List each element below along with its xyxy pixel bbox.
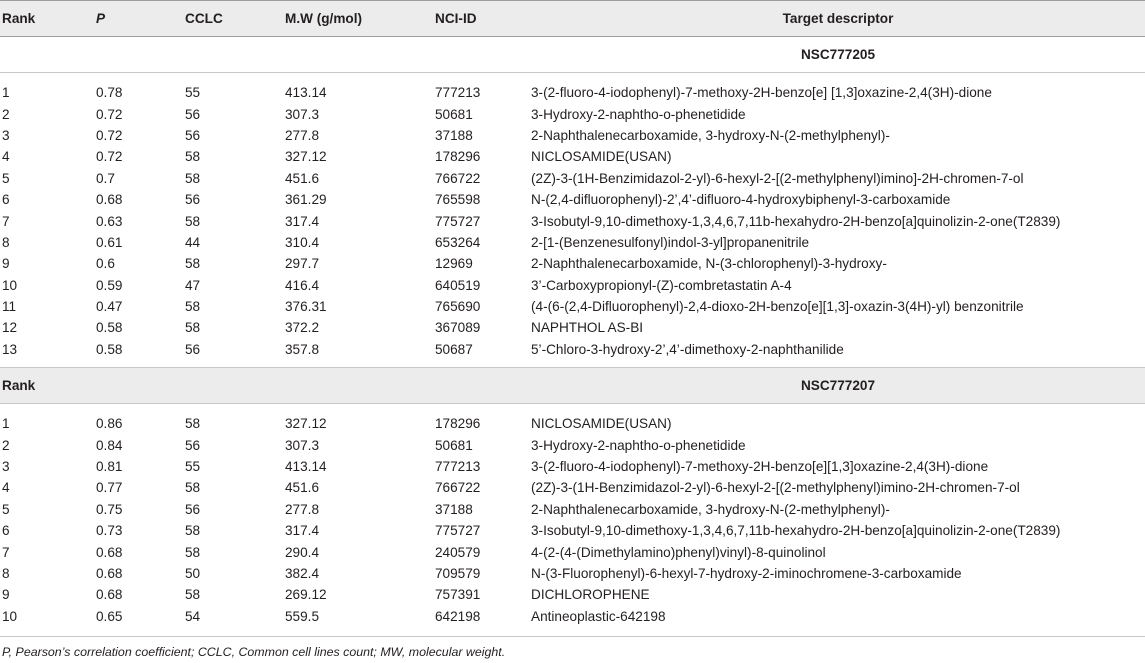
cell-p: 0.81 — [96, 459, 123, 475]
cell-nci-id: 50681 — [435, 437, 473, 453]
cell-mw: 357.8 — [285, 341, 320, 357]
table-row — [0, 413, 1145, 434]
cell-rank: 9 — [2, 256, 10, 272]
cell-cclc: 58 — [185, 256, 201, 272]
cell-cclc: 56 — [185, 106, 201, 122]
cell-target-descriptor: N-(2,4-difluorophenyl)-2’,4’-difluoro-4-hydroxybiphenyl-3-carboxamide — [531, 192, 951, 208]
section-rank-label: Rank — [0, 368, 96, 404]
cell-cclc: 58 — [185, 170, 201, 186]
cell-cclc: 55 — [185, 459, 201, 475]
cell-p: 0.84 — [96, 437, 123, 453]
section-title: NSC777205 — [531, 37, 1145, 73]
table-row — [0, 584, 1145, 605]
cell-mw: 317.4 — [285, 213, 320, 229]
cell-p: 0.68 — [96, 566, 123, 581]
table-row — [0, 339, 1145, 360]
table-row — [0, 210, 1145, 231]
header-row — [0, 1, 1145, 37]
cell-target-descriptor: NAPHTHOL AS-BI — [531, 320, 644, 336]
header-rank: Rank — [0, 1, 96, 37]
cell-mw: 290.4 — [285, 544, 320, 560]
table-row — [0, 168, 1145, 189]
cell-cclc: 50 — [185, 566, 201, 581]
cell-cclc: 58 — [185, 544, 201, 560]
section-title: NSC777207 — [531, 368, 1145, 404]
spacer — [0, 360, 1145, 368]
cell-target-descriptor: 2-Naphthalenecarboxamide, 3-hydroxy-N-(2-methylphenyl)- — [531, 127, 890, 143]
cell-mw: 416.4 — [285, 277, 320, 293]
cell-mw: 297.7 — [285, 256, 320, 272]
cell-nci-id: 757391 — [435, 587, 481, 603]
cell-nci-id: 709579 — [435, 566, 481, 581]
table-header — [0, 1, 1145, 37]
cell-mw: 327.12 — [285, 416, 327, 432]
cell-nci-id: 766722 — [435, 480, 481, 496]
cell-p: 0.58 — [96, 341, 123, 357]
table-row — [0, 82, 1145, 103]
cell-cclc: 56 — [185, 341, 201, 357]
table-row — [0, 606, 1145, 627]
cell-target-descriptor: (4-(6-(2,4-Difluorophenyl)-2,4-dioxo-2H-benzo[e][1,3]-oxazin-3(4H)-yl) benzonitrile — [531, 299, 1024, 315]
cell-cclc: 58 — [185, 587, 201, 603]
cell-p: 0.73 — [96, 523, 123, 539]
cell-mw: 451.6 — [285, 170, 320, 186]
cell-cclc: 47 — [185, 277, 201, 293]
table-row — [0, 434, 1145, 455]
table-row — [0, 146, 1145, 167]
cell-p: 0.75 — [96, 501, 123, 517]
cell-rank: 1 — [2, 85, 10, 101]
cell-rank: 2 — [2, 106, 10, 122]
cell-rank: 4 — [2, 149, 10, 165]
cell-rank: 8 — [2, 234, 10, 250]
cell-nci-id: 178296 — [435, 149, 481, 165]
table-row — [0, 253, 1145, 274]
header-p: P — [96, 1, 185, 37]
cell-p: 0.65 — [96, 608, 123, 624]
cell-target-descriptor: 3-Isobutyl-9,10-dimethoxy-1,3,4,6,7,11b-hexahydro-2H-benzo[a]quinolizin-2-one(T2839) — [531, 523, 1061, 539]
cell-mw: 413.14 — [285, 459, 327, 475]
cell-cclc: 58 — [185, 480, 201, 496]
cell-rank: 9 — [2, 587, 10, 603]
cell-cclc: 56 — [185, 192, 201, 208]
table-row — [0, 563, 1145, 584]
cell-rank: 6 — [2, 192, 10, 208]
cell-p: 0.47 — [96, 299, 123, 315]
cell-target-descriptor: (2Z)-3-(1H-Benzimidazol-2-yl)-6-hexyl-2-[(2-methylphenyl)imino]-2H-chromen-7-ol — [531, 170, 1024, 186]
table-row — [0, 125, 1145, 146]
cell-rank: 1 — [2, 416, 10, 432]
cell-rank: 6 — [2, 523, 10, 539]
cell-mw: 277.8 — [285, 127, 320, 143]
cell-rank: 11 — [2, 299, 17, 315]
cell-rank: 4 — [2, 480, 10, 496]
cell-rank: 10 — [2, 277, 18, 293]
header-target-descriptor: Target descriptor — [531, 1, 1145, 37]
header-cclc: CCLC — [185, 1, 285, 37]
cell-p: 0.86 — [96, 416, 123, 432]
cell-rank: 3 — [2, 459, 10, 475]
cell-nci-id: 50681 — [435, 106, 473, 122]
cell-target-descriptor: 3-(2-fluoro-4-iodophenyl)-7-methoxy-2H-benzo[e][1,3]oxazine-2,4(3H)-dione — [531, 459, 989, 475]
cell-mw: 451.6 — [285, 480, 320, 496]
cell-rank: 13 — [2, 341, 18, 357]
cell-target-descriptor: Antineoplastic-642198 — [531, 608, 666, 624]
cell-mw: 307.3 — [285, 106, 320, 122]
cell-nci-id: 777213 — [435, 85, 481, 101]
cell-rank: 8 — [2, 566, 10, 581]
cell-target-descriptor: 3-(2-fluoro-4-iodophenyl)-7-methoxy-2H-benzo[e] [1,3]oxazine-2,4(3H)-dione — [531, 85, 992, 101]
cell-target-descriptor: N-(3-Fluorophenyl)-6-hexyl-7-hydroxy-2-iminochromene-3-carboxamide — [531, 566, 962, 581]
cell-cclc: 58 — [185, 523, 201, 539]
cell-cclc: 44 — [185, 234, 201, 250]
cell-target-descriptor: 2-Naphthalenecarboxamide, N-(3-chlorophenyl)-3-hydroxy- — [531, 256, 887, 272]
table-row — [0, 456, 1145, 477]
table-row — [0, 541, 1145, 562]
section-header-nsc777207 — [0, 368, 1145, 404]
cell-cclc: 58 — [185, 320, 201, 336]
cell-target-descriptor: 3-Isobutyl-9,10-dimethoxy-1,3,4,6,7,11b-hexahydro-2H-benzo[a]quinolizin-2-one(T2839) — [531, 213, 1061, 229]
cell-nci-id: 766722 — [435, 170, 481, 186]
cell-cclc: 55 — [185, 85, 201, 101]
cell-rank: 12 — [2, 320, 18, 336]
cell-target-descriptor: NICLOSAMIDE(USAN) — [531, 416, 672, 432]
cell-p: 0.58 — [96, 320, 123, 336]
cell-target-descriptor: (2Z)-3-(1H-Benzimidazol-2-yl)-6-hexyl-2-[(2-methylphenyl)imino-2H-chromen-7-ol — [531, 480, 1020, 496]
cell-p: 0.59 — [96, 277, 123, 293]
cell-mw: 376.31 — [285, 299, 327, 315]
cell-target-descriptor: 4-(2-(4-(Dimethylamino)phenyl)vinyl)-8-quinolinol — [531, 544, 826, 560]
cell-nci-id: 640519 — [435, 277, 481, 293]
table-body — [0, 37, 1145, 361]
cell-mw: 269.12 — [285, 587, 327, 603]
cell-cclc: 56 — [185, 127, 201, 143]
cell-rank: 2 — [2, 437, 10, 453]
table-row — [0, 296, 1145, 317]
cell-rank: 5 — [2, 170, 10, 186]
section-header-nsc777205 — [0, 37, 1145, 73]
table-row — [0, 317, 1145, 338]
cell-nci-id: 37188 — [435, 127, 473, 143]
cell-rank: 3 — [2, 127, 10, 143]
cell-target-descriptor: 3’-Carboxypropionyl-(Z)-combretastatin A-4 — [531, 277, 792, 293]
table-row — [0, 103, 1145, 124]
cell-p: 0.7 — [96, 170, 115, 186]
table-row — [0, 520, 1145, 541]
spacer — [0, 404, 1145, 414]
cell-p: 0.61 — [96, 234, 123, 250]
cell-mw: 382.4 — [285, 566, 320, 581]
cell-mw: 310.4 — [285, 234, 320, 250]
cell-mw: 277.8 — [285, 501, 320, 517]
cell-mw: 372.2 — [285, 320, 320, 336]
cell-nci-id: 777213 — [435, 459, 481, 475]
cell-mw: 413.14 — [285, 85, 327, 101]
cell-mw: 307.3 — [285, 437, 320, 453]
cell-cclc: 58 — [185, 416, 201, 432]
cell-mw: 559.5 — [285, 608, 320, 624]
table-body-2 — [0, 360, 1145, 627]
table-row — [0, 499, 1145, 520]
cell-cclc: 56 — [185, 501, 201, 517]
cell-p: 0.68 — [96, 544, 123, 560]
header-nci-id: NCI-ID — [435, 1, 531, 37]
cell-p: 0.78 — [96, 85, 123, 101]
cell-p: 0.72 — [96, 127, 123, 143]
cell-cclc: 54 — [185, 608, 201, 624]
cell-mw: 361.29 — [285, 192, 327, 208]
table-row — [0, 477, 1145, 498]
cell-target-descriptor: 2-Naphthalenecarboxamide, 3-hydroxy-N-(2-methylphenyl)- — [531, 501, 890, 517]
cell-cclc: 56 — [185, 437, 201, 453]
cell-target-descriptor: NICLOSAMIDE(USAN) — [531, 149, 672, 165]
cell-nci-id: 775727 — [435, 523, 481, 539]
cell-target-descriptor: 3-Hydroxy-2-naphtho-o-phenetidide — [531, 437, 746, 453]
cell-nci-id: 653264 — [435, 234, 481, 250]
cell-nci-id: 12969 — [435, 256, 473, 272]
cell-rank: 7 — [2, 213, 10, 229]
footnote-divider — [0, 636, 1145, 637]
cell-nci-id: 642198 — [435, 608, 481, 624]
cell-nci-id: 50687 — [435, 341, 473, 357]
cell-p: 0.77 — [96, 480, 123, 496]
cell-p: 0.68 — [96, 192, 123, 208]
header-mw: M.W (g/mol) — [285, 1, 435, 37]
cell-cclc: 58 — [185, 299, 201, 315]
cell-nci-id: 765598 — [435, 192, 481, 208]
cell-p: 0.6 — [96, 256, 115, 272]
table-row — [0, 232, 1145, 253]
cell-nci-id: 37188 — [435, 501, 473, 517]
cell-target-descriptor: 2-[1-(Benzenesulfonyl)indol-3-yl]propanenitrile — [531, 234, 810, 250]
cell-nci-id: 765690 — [435, 299, 481, 315]
cell-nci-id: 367089 — [435, 320, 481, 336]
cell-mw: 327.12 — [285, 149, 327, 165]
cell-rank: 5 — [2, 501, 10, 517]
footnote: P, Pearson’s correlation coefficient; CCLC, Common cell lines count; MW, molecular weight. — [2, 645, 506, 659]
spacer — [0, 73, 1145, 83]
cell-mw: 317.4 — [285, 523, 320, 539]
cell-nci-id: 775727 — [435, 213, 481, 229]
cell-p: 0.72 — [96, 106, 123, 122]
cell-target-descriptor: 3-Hydroxy-2-naphtho-o-phenetidide — [531, 106, 746, 122]
table-row — [0, 275, 1145, 296]
cell-target-descriptor: DICHLOROPHENE — [531, 587, 650, 603]
table-row — [0, 189, 1145, 210]
cell-cclc: 58 — [185, 213, 201, 229]
cell-nci-id: 178296 — [435, 416, 481, 432]
cell-cclc: 58 — [185, 149, 201, 165]
cell-nci-id: 240579 — [435, 544, 481, 560]
cell-target-descriptor: 5’-Chloro-3-hydroxy-2’,4’-dimethoxy-2-naphthanilide — [531, 341, 844, 357]
cell-p: 0.63 — [96, 213, 123, 229]
cell-rank: 10 — [2, 608, 18, 624]
cell-p: 0.68 — [96, 587, 123, 603]
cell-rank: 7 — [2, 544, 10, 560]
cell-p: 0.72 — [96, 149, 123, 165]
